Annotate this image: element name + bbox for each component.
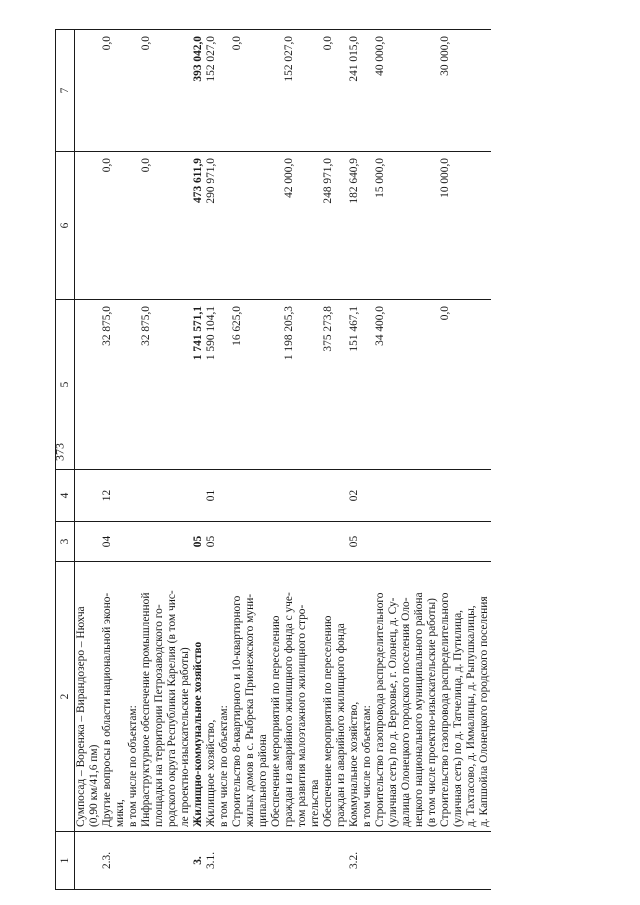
row-number-cell — [75, 832, 102, 890]
description-line: ципального района — [257, 734, 269, 827]
amount-year2-cell — [75, 152, 102, 300]
section-code-value: 05 — [348, 535, 360, 548]
subsection-code-cell — [192, 470, 205, 522]
section-code-cell — [140, 522, 192, 562]
description-cell — [439, 562, 491, 832]
description-line: нецкого национального муниципального района — [413, 592, 425, 827]
description-cell — [361, 562, 374, 832]
amount-year1-cell — [75, 300, 102, 470]
row-number-cell — [231, 832, 270, 890]
row-number-cell — [361, 832, 374, 890]
amount-year3-value: 0,0 — [101, 36, 113, 51]
amount-year2-cell — [127, 152, 140, 300]
table-row — [322, 30, 348, 890]
description-line: Инфраструктурное обеспечение промышленной — [140, 592, 152, 827]
subsection-code-cell — [231, 470, 270, 522]
subsection-code-cell — [140, 470, 192, 522]
amount-year2-value: 182 640,9 — [348, 158, 360, 204]
amount-year3-value: 30 000,0 — [439, 36, 451, 76]
amount-year2-value: 42 000,0 — [283, 158, 295, 198]
amount-year1-cell — [361, 300, 374, 470]
amount-year2-value: 15 000,0 — [374, 158, 386, 198]
subsection-code-cell — [205, 470, 218, 522]
amount-year2-value: 473 611,9 — [192, 158, 204, 203]
amount-year3-cell — [439, 30, 491, 152]
table-row — [348, 30, 361, 890]
amount-year3-cell — [218, 30, 231, 152]
header-cell: 1 — [56, 832, 75, 890]
description-line: ительства — [309, 779, 321, 827]
section-code-cell — [127, 522, 140, 562]
section-code-cell — [439, 522, 491, 562]
section-code-cell — [374, 522, 439, 562]
header-cell: 5 — [56, 300, 75, 470]
amount-year1-cell — [205, 300, 218, 470]
amount-year3-cell — [140, 30, 192, 152]
description-line: Обеспечение мероприятий по переселению — [322, 615, 334, 827]
description-line: жилых домов в с. Рыбрека Прионежского муни- — [244, 593, 256, 827]
description-line: Коммунальное хозяйство, — [348, 701, 360, 827]
amount-year1-value: 1 198 205,3 — [283, 306, 295, 361]
amount-year3-cell — [361, 30, 374, 152]
description-line: Жилищно-коммунальное хозяйство — [192, 641, 204, 827]
amount-year1-cell — [127, 300, 140, 470]
amount-year3-cell — [205, 30, 218, 152]
row-number: 3. — [192, 856, 204, 865]
amount-year2-value: 0,0 — [140, 158, 152, 173]
description-line: Строительство 8-квартирного и 10-квартирного — [231, 595, 243, 827]
amount-year1-cell — [101, 300, 127, 470]
section-code-cell — [270, 522, 322, 562]
amount-year2-cell — [205, 152, 218, 300]
amount-year3-cell — [75, 30, 102, 152]
amount-year2-cell — [192, 152, 205, 300]
description-line: Обеспечение мероприятий по переселению — [270, 615, 282, 827]
section-code-cell — [361, 522, 374, 562]
table-row — [361, 30, 374, 890]
subsection-code-cell — [322, 470, 348, 522]
amount-year1-value: 0,0 — [439, 306, 451, 321]
amount-year1-value: 375 273,8 — [322, 306, 334, 352]
description-cell — [218, 562, 231, 832]
header-cell: 4 — [56, 470, 75, 522]
table-row — [231, 30, 270, 890]
amount-year3-cell — [374, 30, 439, 152]
subsection-code-cell — [270, 470, 322, 522]
amount-year3-value: 152 027,0 — [283, 36, 295, 82]
amount-year2-cell — [348, 152, 361, 300]
amount-year3-cell — [270, 30, 322, 152]
row-number: 3.2. — [348, 851, 360, 870]
rotated-table-container — [52, 30, 585, 890]
section-code-cell — [75, 522, 102, 562]
amount-year3-cell — [231, 30, 270, 152]
table-body — [75, 30, 492, 890]
amount-year1-cell — [140, 300, 192, 470]
row-number-cell — [348, 832, 361, 890]
amount-year2-cell — [218, 152, 231, 300]
description-cell — [205, 562, 218, 832]
amount-year2-cell — [361, 152, 374, 300]
header-cell: 3 — [56, 522, 75, 562]
amount-year2-cell — [270, 152, 322, 300]
amount-year2-cell — [322, 152, 348, 300]
table-row — [140, 30, 192, 890]
header-cell: 2 — [56, 562, 75, 832]
header-cell: 6 — [56, 152, 75, 300]
amount-year1-value: 151 467,1 — [348, 306, 360, 352]
amount-year3-value: 241 015,0 — [348, 36, 360, 82]
description-line: ле проектно-изыскательские работы) — [179, 647, 191, 827]
section-code-cell — [205, 522, 218, 562]
section-code-cell — [218, 522, 231, 562]
description-cell — [101, 562, 127, 832]
row-number-cell — [322, 832, 348, 890]
section-code-cell — [192, 522, 205, 562]
amount-year1-cell — [374, 300, 439, 470]
table-header — [56, 30, 75, 890]
row-number-cell — [127, 832, 140, 890]
section-code-value: 05 — [192, 535, 204, 548]
description-cell — [270, 562, 322, 832]
amount-year2-cell — [140, 152, 192, 300]
table-row — [205, 30, 218, 890]
row-number-cell — [192, 832, 205, 890]
subsection-code-cell — [374, 470, 439, 522]
subsection-code-cell — [218, 470, 231, 522]
row-number-cell — [270, 832, 322, 890]
amount-year3-cell — [348, 30, 361, 152]
row-number-cell — [205, 832, 218, 890]
amount-year3-value: 0,0 — [140, 36, 152, 51]
subsection-code-value: 01 — [205, 489, 217, 502]
header-cell: 7 — [56, 30, 75, 152]
description-line: родского округа Республики Карелия (в том чис- — [166, 590, 178, 827]
section-code-value: 05 — [205, 535, 217, 548]
amount-year2-value: 10 000,0 — [439, 158, 451, 198]
table-row — [218, 30, 231, 890]
description-line: (0,90 км/41,6 пм) — [88, 744, 100, 827]
amount-year3-value: 393 042,0 — [192, 36, 204, 82]
amount-year2-value: 0,0 — [101, 158, 113, 173]
description-line: мики, — [114, 799, 126, 827]
description-line: Жилищное хозяйство, — [205, 719, 217, 827]
description-cell — [127, 562, 140, 832]
amount-year3-cell — [101, 30, 127, 152]
amount-year1-cell — [192, 300, 205, 470]
amount-year2-cell — [374, 152, 439, 300]
description-line: (в том числе проектно-изыскательские работы) — [426, 598, 438, 827]
description-cell — [374, 562, 439, 832]
description-line: д. Тахтасово, д. Иммалицы, д. Рыпушкалицы, — [465, 605, 477, 827]
amount-year3-cell — [127, 30, 140, 152]
amount-year3-cell — [322, 30, 348, 152]
amount-year3-cell — [192, 30, 205, 152]
amount-year1-cell — [348, 300, 361, 470]
description-line: граждан из аварийного жилищного фонда — [335, 623, 347, 827]
amount-year1-cell — [218, 300, 231, 470]
description-line: д. Капшойла Олонецкого городского поселения — [478, 596, 490, 827]
subsection-code-cell — [127, 470, 140, 522]
amount-year1-value: 16 625,0 — [231, 306, 243, 346]
amount-year1-value: 1 741 571,1 — [192, 306, 204, 361]
description-cell — [140, 562, 192, 832]
amount-year2-cell — [231, 152, 270, 300]
section-code-cell — [101, 522, 127, 562]
description-line: (уличная сеть) по д. Татчелица, д. Путилица, — [452, 609, 464, 827]
row-number: 2.3. — [101, 851, 113, 870]
table-row — [270, 30, 322, 890]
amount-year1-cell — [322, 300, 348, 470]
description-line: площадки на территории Петрозаводского го- — [153, 604, 165, 827]
subsection-code-cell — [348, 470, 361, 522]
row-number: 3.1. — [205, 851, 217, 870]
subsection-code-cell — [439, 470, 491, 522]
table-row — [127, 30, 140, 890]
amount-year3-value: 152 027,0 — [205, 36, 217, 82]
amount-year1-value: 1 590 104,1 — [205, 306, 217, 361]
amount-year2-value: 290 971,0 — [205, 158, 217, 204]
subsection-code-cell — [361, 470, 374, 522]
row-number-cell — [374, 832, 439, 890]
amount-year1-cell — [231, 300, 270, 470]
description-cell — [192, 562, 205, 832]
description-cell — [231, 562, 270, 832]
table-row — [75, 30, 102, 890]
description-line: Строительство газопровода распределительного — [374, 592, 386, 827]
budget-table — [52, 29, 491, 890]
amount-year1-cell — [439, 300, 491, 470]
amount-year3-value: 0,0 — [231, 36, 243, 51]
amount-year2-value: 248 971,0 — [322, 158, 334, 204]
row-number-cell — [218, 832, 231, 890]
amount-year1-value: 32 875,0 — [140, 306, 152, 346]
description-line: далица Олонецкого городского поселения Оло- — [400, 597, 412, 827]
amount-year1-value: 34 400,0 — [374, 306, 386, 346]
page-number: 373 — [52, 443, 67, 461]
description-line: в том числе по объектам: — [127, 705, 139, 827]
amount-year3-value: 40 000,0 — [374, 36, 386, 76]
description-line: Другие вопросы в области национальной эконо- — [101, 592, 113, 827]
section-code-cell — [322, 522, 348, 562]
subsection-code-cell — [101, 470, 127, 522]
subsection-code-value: 12 — [101, 489, 113, 502]
description-line: том развития малоэтажного жилищного стро- — [296, 604, 308, 827]
description-line: Сумпосад – Воренжа – Вирандозеро – Нюхча — [75, 606, 87, 827]
description-line: Строительство газопровода распределительного — [439, 592, 451, 827]
section-code-cell — [348, 522, 361, 562]
amount-year2-cell — [101, 152, 127, 300]
description-line: в том числе по объектам: — [361, 705, 373, 827]
table-row — [439, 30, 491, 890]
section-code-value: 04 — [101, 535, 113, 548]
description-line: в том числе по объектам: — [218, 705, 230, 827]
row-number-cell — [140, 832, 192, 890]
table-row — [101, 30, 127, 890]
amount-year1-value: 32 875,0 — [101, 306, 113, 346]
row-number-cell — [439, 832, 491, 890]
description-cell — [75, 562, 102, 832]
table-row — [374, 30, 439, 890]
row-number-cell — [101, 832, 127, 890]
table-row — [192, 30, 205, 890]
description-cell — [322, 562, 348, 832]
subsection-code-value: 02 — [348, 489, 360, 502]
description-cell — [348, 562, 361, 832]
amount-year3-value: 0,0 — [322, 36, 334, 51]
subsection-code-cell — [75, 470, 102, 522]
description-line: граждан из аварийного жилищного фонда с уче- — [283, 592, 295, 827]
amount-year1-cell — [270, 300, 322, 470]
section-code-cell — [231, 522, 270, 562]
description-line: (уличная сеть) по д. Верховье, г. Олонец, д. Су- — [387, 597, 399, 827]
amount-year2-cell — [439, 152, 491, 300]
